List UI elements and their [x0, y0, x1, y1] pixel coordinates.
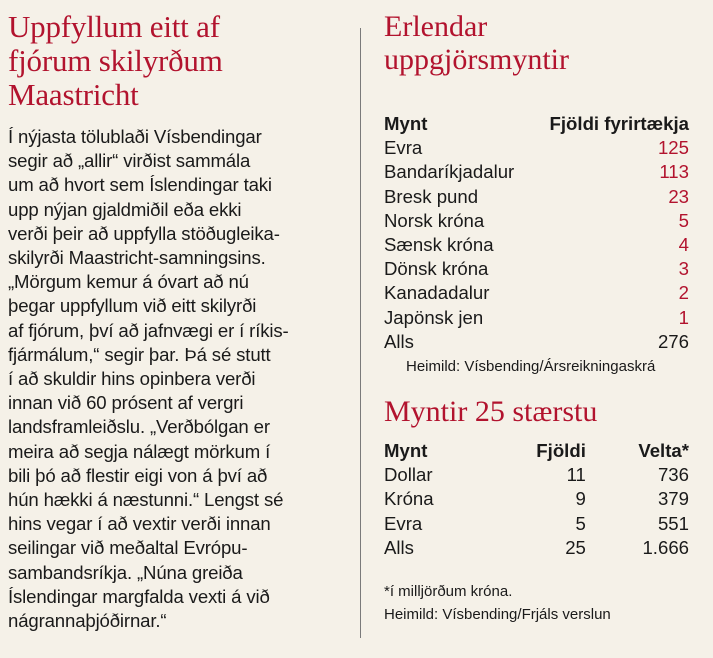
table2-source: Heimild: Vísbending/Frjáls verslun: [384, 606, 611, 624]
count-value: 9: [575, 488, 586, 510]
body-line: meira að segja nálægt mörkum í: [8, 440, 271, 462]
body-line: Íslendingar margfalda vexti á við: [8, 585, 270, 607]
top25-table: [384, 439, 689, 560]
article-headline: [8, 10, 343, 112]
table1-title: [384, 10, 702, 76]
table-row: [384, 281, 689, 305]
body-line: sambandsríkja. „Núna greiða: [8, 561, 243, 583]
company-count: 3: [678, 258, 689, 280]
company-count: 113: [659, 161, 689, 183]
table-row: [384, 306, 689, 330]
article-body: [8, 125, 343, 633]
count-value: 11: [566, 464, 586, 486]
table-row: [384, 487, 689, 511]
currency-table: [384, 112, 689, 354]
turnover-value: 551: [657, 512, 689, 534]
company-count: 125: [657, 137, 689, 159]
body-line: landsframleiðslu. „Verðbólgan er: [8, 416, 270, 438]
header-velta: Velta*: [638, 440, 689, 462]
table-header-row: [384, 439, 689, 463]
body-line: hins vegar í að vextir verði innan: [8, 513, 271, 535]
currency-name: Sænsk króna: [384, 234, 494, 256]
currency-name: Króna: [384, 488, 434, 510]
table-row: [384, 463, 689, 487]
header-mynt: Mynt: [384, 440, 428, 462]
currency-name: Bandaríkjadalur: [384, 161, 515, 183]
currency-name: Dönsk króna: [384, 258, 489, 280]
header-mynt: Mynt: [384, 113, 428, 134]
table-header-row: [384, 112, 689, 136]
tables-column: [384, 10, 702, 626]
company-count: 5: [678, 209, 689, 231]
body-line: bili þó að flestir eigi von á því að: [8, 464, 268, 486]
headline-line: Maastricht: [8, 77, 139, 112]
table-total-row: [384, 330, 689, 354]
body-line: verði þeir að uppfylla stöðugleika-: [8, 222, 280, 244]
table2-footnote: *í milljörðum króna.: [384, 583, 513, 601]
currency-name: Japönsk jen: [384, 306, 484, 328]
total-count: 276: [657, 330, 689, 352]
table-total-row: [384, 536, 689, 560]
turnover-value: 736: [657, 464, 689, 486]
table-row: [384, 136, 689, 160]
count-value: 5: [575, 512, 586, 534]
header-fjoldi-fyrirtaekja: Fjöldi fyrirtækja: [549, 113, 689, 134]
headline-line: Uppfyllum eitt af: [8, 9, 220, 44]
body-line: nágrannaþjóðirnar.“: [8, 610, 167, 632]
body-line: Í nýjasta tölublaði Vísbendingar: [8, 126, 262, 147]
currency-name: Bresk pund: [384, 185, 479, 207]
body-line: upp nýjan gjaldmiðil eða ekki: [8, 198, 242, 220]
company-count: 1: [678, 306, 689, 328]
body-line: skilyrði Maastricht-samningsins.: [8, 247, 266, 269]
table-row: [384, 185, 689, 209]
body-line: innan við 60 prósent af vergri: [8, 392, 244, 414]
total-label: Alls: [384, 330, 414, 352]
table-row: [384, 160, 689, 184]
currency-name: Kanadadalur: [384, 282, 490, 304]
body-line: þegar uppfyllum við eitt skilyrði: [8, 295, 257, 317]
table2-title: Myntir 25 stærstu: [384, 395, 598, 429]
body-line: hún hækki á næstunni.“ Lengst sé: [8, 489, 284, 511]
table-row: [384, 257, 689, 281]
table-row: [384, 233, 689, 257]
body-line: um að hvort sem Íslendingar taki: [8, 174, 272, 196]
body-line: fjármálum,“ segir þar. Þá sé stutt: [8, 343, 271, 365]
table1-title-line: Erlendar: [384, 10, 488, 43]
currency-name: Dollar: [384, 464, 433, 486]
body-line: í að skuldir hins opinbera verði: [8, 368, 256, 390]
company-count: 2: [678, 282, 689, 304]
body-line: „Mörgum kemur á óvart að nú: [8, 271, 249, 293]
article-column: [8, 10, 343, 633]
column-divider: [360, 28, 361, 638]
total-turnover: 1.666: [642, 536, 689, 558]
currency-name: Norsk króna: [384, 209, 485, 231]
headline-line: fjórum skilyrðum: [8, 43, 223, 78]
company-count: 23: [668, 185, 689, 207]
body-line: seilingar við meðaltal Evrópu-: [8, 537, 248, 559]
turnover-value: 379: [657, 488, 689, 510]
currency-name: Evra: [384, 137, 423, 159]
body-line: segir að „allir“ virðist sammála: [8, 150, 251, 172]
table1-title-line: uppgjörsmyntir: [384, 43, 569, 76]
body-line: af fjórum, því að jafnvægi er í ríkis-: [8, 319, 289, 341]
table-row: [384, 209, 689, 233]
total-count: 25: [565, 536, 586, 558]
total-label: Alls: [384, 536, 414, 558]
table1-source: Heimild: Vísbending/Ársreikningaskrá: [406, 358, 656, 376]
header-fjoldi: Fjöldi: [536, 440, 586, 462]
currency-name: Evra: [384, 512, 423, 534]
company-count: 4: [678, 234, 689, 256]
table-row: [384, 512, 689, 536]
